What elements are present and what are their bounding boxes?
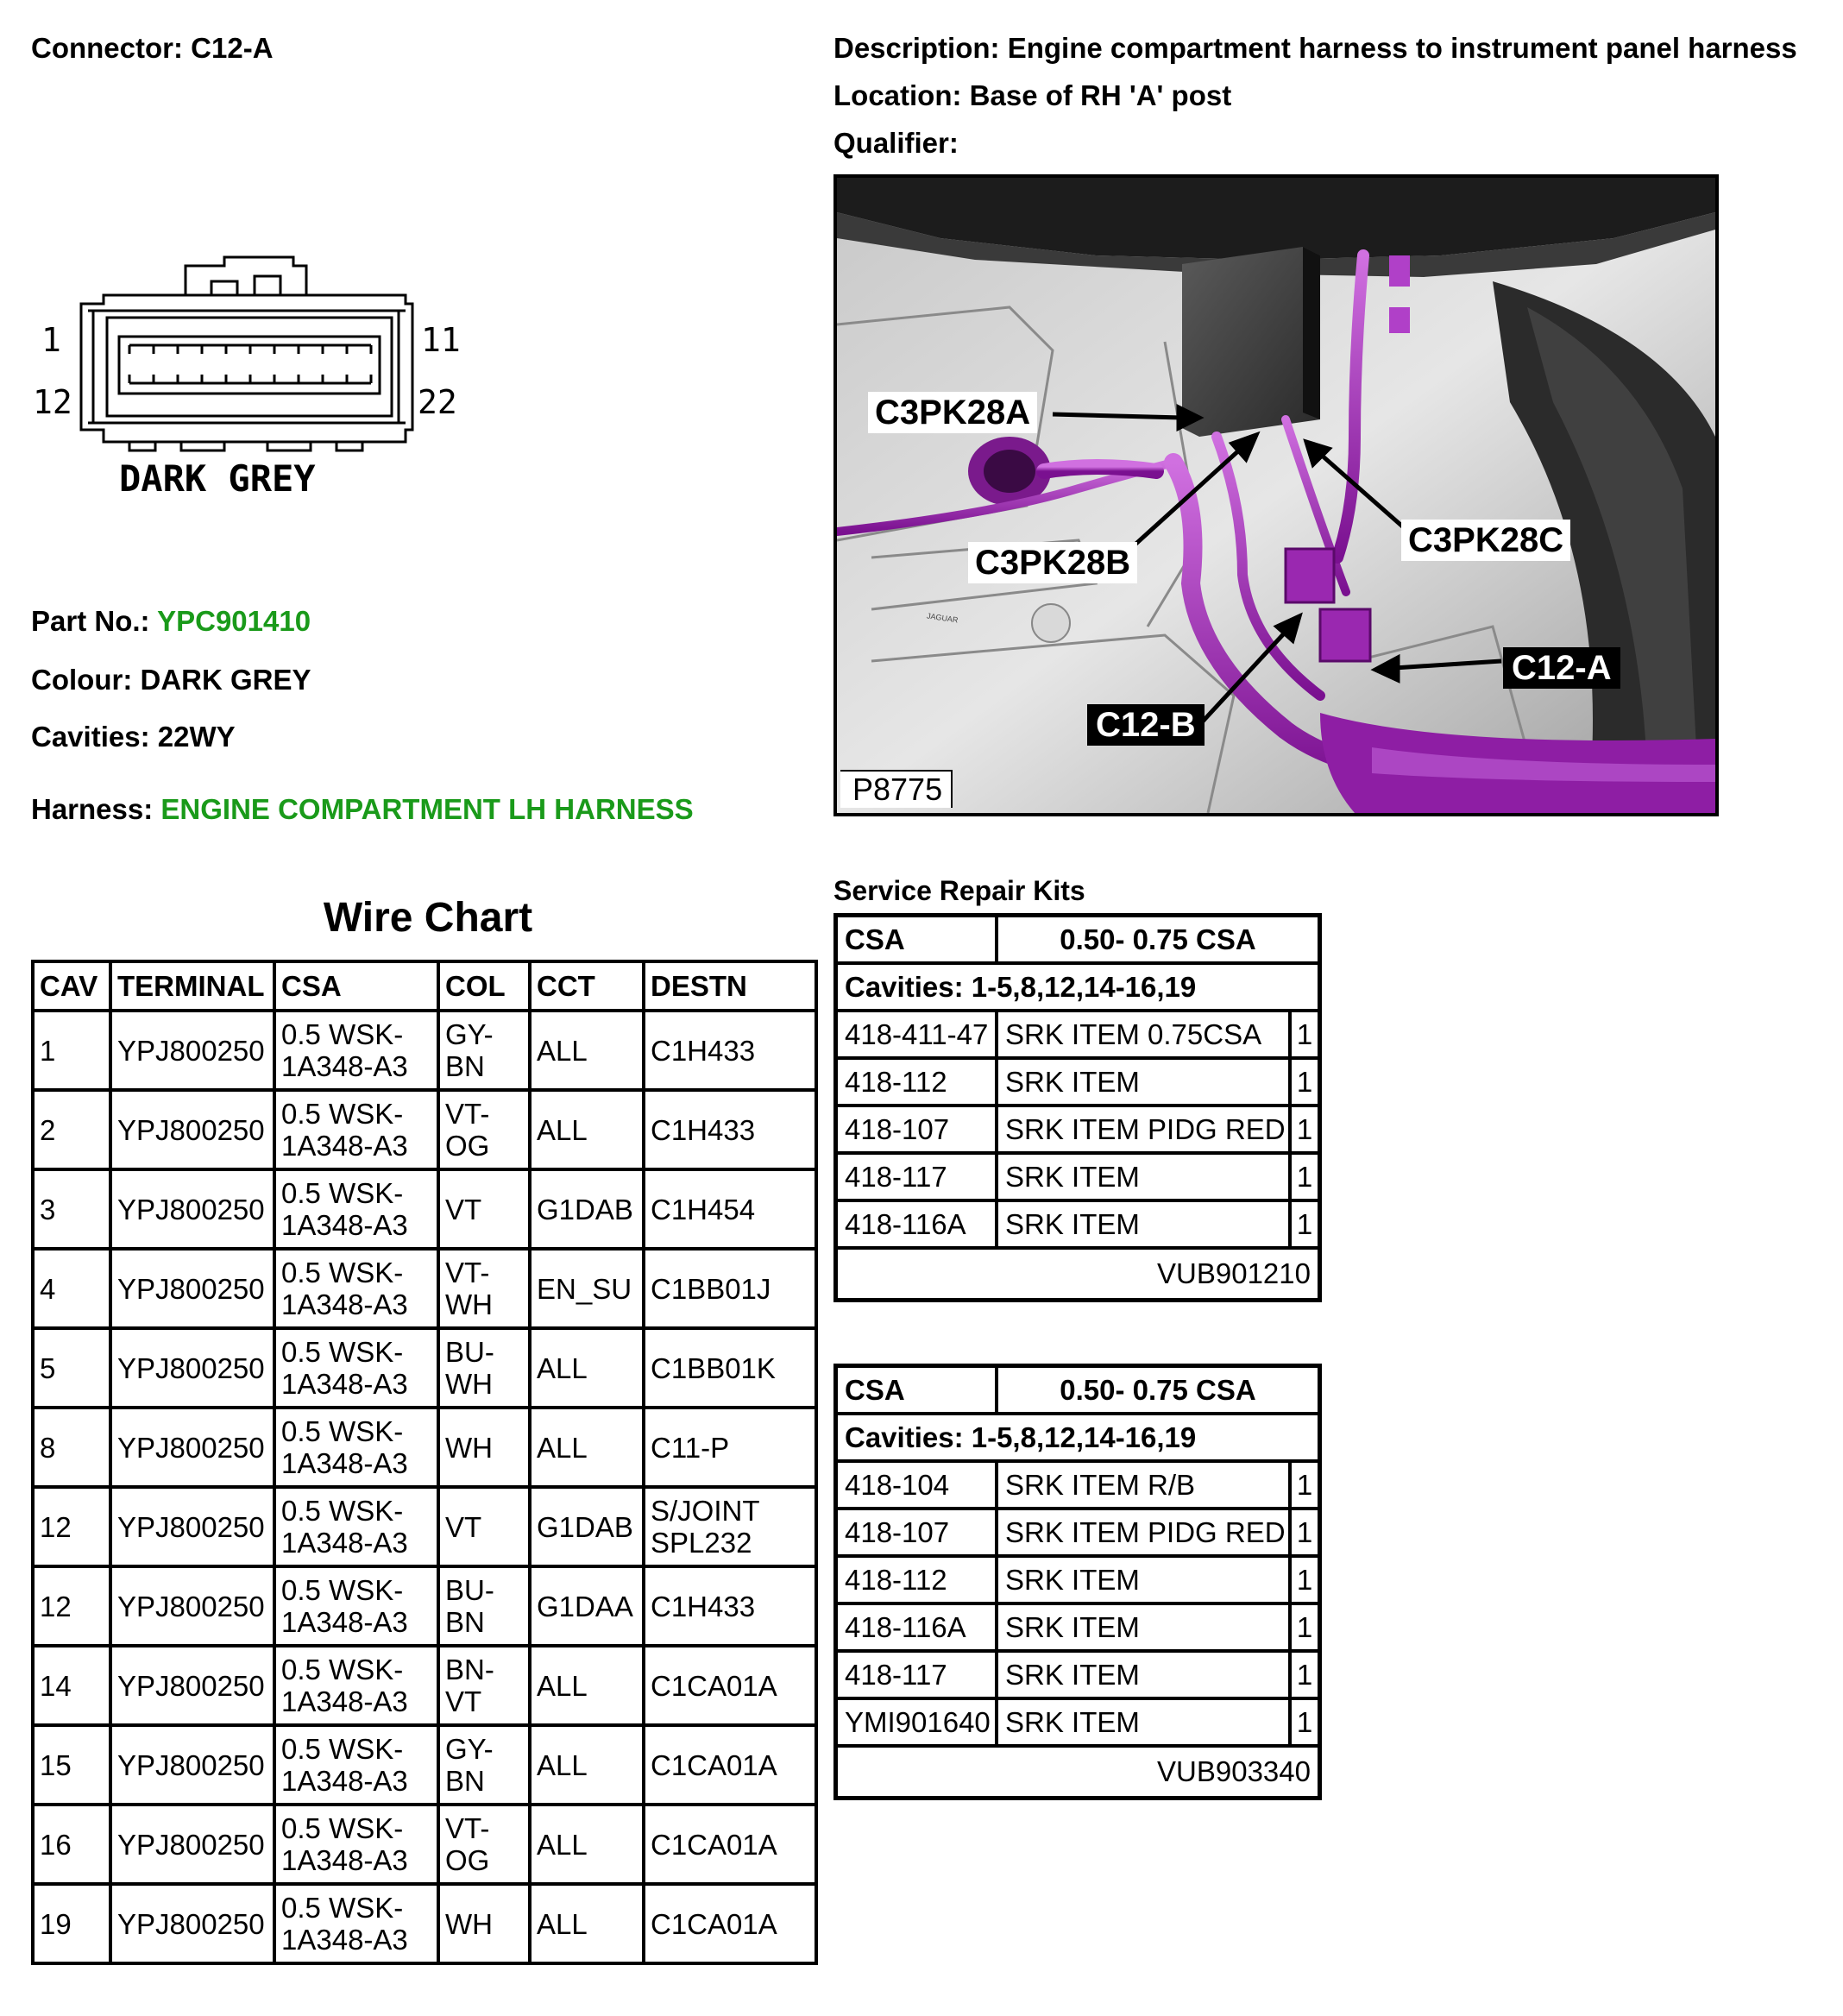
kit-item-row — [838, 1653, 1318, 1700]
pin-row-bottom — [129, 375, 371, 383]
cav-cell-text: 1 — [40, 1034, 56, 1067]
connector-line — [31, 31, 274, 66]
cct-cell-text: ALL — [537, 1431, 588, 1464]
terminal-cell-text: YPJ800250 — [117, 1748, 265, 1781]
col-cell-text: VT- — [445, 1257, 490, 1288]
col-cell — [440, 1806, 532, 1886]
cct-cell-text: ALL — [537, 1828, 588, 1861]
cavities-line — [31, 720, 236, 754]
cct-cell-text: EN_SU — [537, 1272, 632, 1305]
cct-cell-text: ALL — [537, 1113, 588, 1146]
cct-cell — [532, 1647, 645, 1727]
col-cell-text: OG — [445, 1130, 490, 1162]
location-photo — [833, 174, 1719, 816]
table-row — [35, 1012, 815, 1092]
cav-cell — [35, 1012, 112, 1092]
kit-item-part: 418-107 — [838, 1107, 998, 1151]
wire-chart-title: Wire Chart — [323, 895, 533, 941]
cct-cell — [532, 1806, 645, 1886]
cav-cell-text: 12 — [40, 1590, 72, 1622]
cct-cell-text: G1DAA — [537, 1590, 633, 1622]
destn-cell-text: S/JOINT — [651, 1495, 760, 1527]
kit-cavities-row — [838, 965, 1318, 1012]
destn-cell-text: C1CA01A — [651, 1669, 777, 1702]
kit-item-qty: 1 — [1296, 1065, 1313, 1098]
part-no-line — [31, 604, 311, 639]
col-cell-text: VT — [445, 1510, 482, 1543]
table-row — [35, 1251, 815, 1330]
table-row — [35, 1489, 815, 1568]
kit-item-qty: 1 — [1296, 1468, 1313, 1501]
col-cell — [440, 1330, 532, 1409]
cav-cell-text: 5 — [40, 1351, 56, 1384]
terminal-cell-text: YPJ800250 — [117, 1034, 265, 1067]
harness-label: Harness: — [31, 793, 154, 825]
kit-item-row — [838, 1558, 1318, 1605]
connector-colour-caption: DARK GREY — [119, 457, 316, 500]
terminal-cell — [112, 1647, 276, 1727]
cct-cell — [532, 1886, 645, 1962]
csa-cell-text: 1A348-A3 — [281, 1606, 408, 1638]
csa-cell-text: 1A348-A3 — [281, 1765, 408, 1797]
kit-item-desc: SRK ITEM R/B — [998, 1463, 1292, 1507]
kit-item-part: 418-411-47 — [838, 1012, 998, 1056]
cav-cell-text: 8 — [40, 1431, 56, 1464]
csa-cell — [276, 1647, 440, 1727]
photo-illustration — [837, 178, 1715, 813]
kit-item-desc: SRK ITEM — [998, 1202, 1292, 1246]
destn-cell-text: C1CA01A — [651, 1748, 777, 1781]
cav-cell — [35, 1568, 112, 1647]
kit-csa-value: 0.50- 0.75 CSA — [1060, 923, 1256, 955]
terminal-cell-text: YPJ800250 — [117, 1351, 265, 1384]
terminal-cell-text: YPJ800250 — [117, 1907, 265, 1940]
col-cell — [440, 1489, 532, 1568]
csa-cell-text: 1A348-A3 — [281, 1050, 408, 1082]
table-row — [35, 1886, 815, 1962]
terminal-cell-text: YPJ800250 — [117, 1113, 265, 1146]
table-row — [35, 1409, 815, 1489]
csa-cell-text: 0.5 WSK- — [281, 1574, 404, 1606]
kit-item-row — [838, 1463, 1318, 1510]
cav-cell-text: 14 — [40, 1669, 72, 1702]
kit-item-row — [838, 1155, 1318, 1202]
kit-item-qty: 1 — [1296, 1610, 1313, 1643]
col-cell-text: GY- — [445, 1018, 494, 1050]
cav-cell — [35, 1489, 112, 1568]
kit-item-row — [838, 1700, 1318, 1748]
terminal-cell-text: YPJ800250 — [117, 1590, 265, 1622]
col-cell-text: BN — [445, 1606, 485, 1638]
destn-cell-text: C1H454 — [651, 1193, 756, 1225]
col-cell-text: WH — [445, 1907, 493, 1940]
kit-item-desc: SRK ITEM PIDG RED — [998, 1107, 1292, 1151]
kit-item-part: 418-112 — [838, 1558, 998, 1602]
kit-item-desc: SRK ITEM — [998, 1155, 1292, 1199]
table-row — [35, 1092, 815, 1171]
terminal-cell — [112, 1806, 276, 1886]
csa-cell-text: 0.5 WSK- — [281, 1654, 404, 1685]
cavities-label: Cavities: — [31, 721, 150, 753]
cct-cell — [532, 1092, 645, 1171]
destn-cell — [645, 1251, 815, 1330]
kit-item-row — [838, 1202, 1318, 1250]
csa-cell — [276, 1171, 440, 1251]
kit-item-part: 418-112 — [838, 1060, 998, 1104]
terminal-cell-text: YPJ800250 — [117, 1431, 265, 1464]
terminal-cell — [112, 1489, 276, 1568]
cav-cell — [35, 1330, 112, 1409]
terminal-cell — [112, 1727, 276, 1806]
colour-value: DARK GREY — [140, 664, 311, 696]
col-cell — [440, 1409, 532, 1489]
cct-cell — [532, 1171, 645, 1251]
kit-csa-label: CSA — [838, 917, 998, 961]
qualifier-line — [833, 126, 959, 161]
table-row — [35, 1171, 815, 1251]
destn-cell — [645, 1012, 815, 1092]
pin-label-12: 12 — [33, 383, 72, 421]
kit-item-part: 418-116A — [838, 1605, 998, 1649]
csa-cell-text: 0.5 WSK- — [281, 1018, 404, 1050]
callout-c3pk28c: C3PK28C — [1401, 520, 1570, 561]
terminal-cell-text: YPJ800250 — [117, 1272, 265, 1305]
kit-item-part: 418-117 — [838, 1155, 998, 1199]
location-line — [833, 79, 1231, 113]
csa-cell — [276, 1568, 440, 1647]
wire-chart-table — [31, 960, 818, 1965]
destn-cell — [645, 1330, 815, 1409]
kit-item-desc: SRK ITEM — [998, 1060, 1292, 1104]
col-cell — [440, 1012, 532, 1092]
cav-cell — [35, 1171, 112, 1251]
kit-item-part: 418-117 — [838, 1653, 998, 1697]
csa-cell-text: 0.5 WSK- — [281, 1892, 404, 1924]
callout-c3pk28b: C3PK28B — [968, 542, 1137, 583]
harness-line — [31, 792, 694, 827]
destn-cell — [645, 1409, 815, 1489]
terminal-cell — [112, 1171, 276, 1251]
destn-cell-text: C1H433 — [651, 1590, 756, 1622]
destn-cell-text: C1CA01A — [651, 1828, 777, 1861]
header-cct: CCT — [532, 963, 645, 1012]
cct-cell — [532, 1568, 645, 1647]
cct-cell-text: ALL — [537, 1748, 588, 1781]
cct-cell — [532, 1727, 645, 1806]
pin-label-11: 11 — [421, 321, 461, 359]
cav-cell-text: 2 — [40, 1113, 56, 1146]
terminal-cell — [112, 1886, 276, 1962]
cav-cell-text: 15 — [40, 1748, 72, 1781]
kit-item-qty: 1 — [1296, 1017, 1313, 1050]
callout-c12-b: C12-B — [1087, 704, 1205, 746]
destn-cell — [645, 1806, 815, 1886]
table-row — [35, 1647, 815, 1727]
csa-cell-text: 0.5 WSK- — [281, 1257, 404, 1288]
col-cell-text: GY- — [445, 1733, 494, 1765]
destn-cell — [645, 1647, 815, 1727]
destn-cell-text: C1H433 — [651, 1034, 756, 1067]
csa-cell-text: 0.5 WSK- — [281, 1812, 404, 1844]
col-cell-text: VT — [445, 1685, 482, 1717]
csa-cell-text: 1A348-A3 — [281, 1844, 408, 1876]
kit-header-row — [838, 917, 1318, 965]
kit-item-qty: 1 — [1296, 1563, 1313, 1596]
destn-cell — [645, 1092, 815, 1171]
cav-cell-text: 4 — [40, 1272, 56, 1305]
terminal-cell — [112, 1012, 276, 1092]
kit-header-row — [838, 1368, 1318, 1415]
col-cell-text: VT- — [445, 1812, 490, 1844]
kit-item-qty: 1 — [1296, 1160, 1313, 1193]
kit-csa-value: 0.50- 0.75 CSA — [1060, 1373, 1256, 1406]
csa-cell — [276, 1012, 440, 1092]
csa-cell-text: 0.5 WSK- — [281, 1733, 404, 1765]
terminal-cell-text: YPJ800250 — [117, 1828, 265, 1861]
col-cell-text: BN — [445, 1765, 485, 1797]
destn-cell-text: C1BB01K — [651, 1351, 776, 1384]
col-cell — [440, 1251, 532, 1330]
terminal-cell — [112, 1409, 276, 1489]
csa-cell-text: 0.5 WSK- — [281, 1177, 404, 1209]
destn-cell-text: C1CA01A — [651, 1907, 777, 1940]
terminal-cell — [112, 1330, 276, 1409]
location-label: Location: — [833, 79, 962, 111]
kit-csa-label: CSA — [838, 1368, 998, 1412]
col-cell — [440, 1647, 532, 1727]
csa-cell — [276, 1330, 440, 1409]
destn-cell-text: C11-P — [651, 1431, 730, 1464]
kit-item-row — [838, 1012, 1318, 1060]
table-row — [35, 1727, 815, 1806]
col-cell — [440, 1886, 532, 1962]
kit-item-part: 418-104 — [838, 1463, 998, 1507]
cav-cell — [35, 1409, 112, 1489]
csa-cell-text: 1A348-A3 — [281, 1527, 408, 1559]
destn-cell — [645, 1886, 815, 1962]
terminal-cell — [112, 1092, 276, 1171]
destn-cell-text: C1H433 — [651, 1113, 756, 1146]
csa-cell-text: 1A348-A3 — [281, 1447, 408, 1479]
connector-label: Connector: — [31, 32, 183, 64]
cct-cell-text: ALL — [537, 1907, 588, 1940]
kit-item-part: 418-116A — [838, 1202, 998, 1246]
terminal-cell — [112, 1568, 276, 1647]
service-repair-kits-title: Service Repair Kits — [833, 875, 1085, 906]
kit-item-part: 418-107 — [838, 1510, 998, 1554]
kit-item-desc: SRK ITEM — [998, 1700, 1292, 1744]
destn-cell — [645, 1568, 815, 1647]
header-col: COL — [440, 963, 532, 1012]
csa-cell-text: 1A348-A3 — [281, 1209, 408, 1241]
csa-cell-text: 0.5 WSK- — [281, 1415, 404, 1447]
kit-number: VUB901210 — [1157, 1257, 1311, 1289]
wire-chart-body — [35, 1012, 815, 1962]
cav-cell-text: 19 — [40, 1907, 72, 1940]
kit-item-qty: 1 — [1296, 1207, 1313, 1240]
col-cell-text: WH — [445, 1288, 493, 1320]
col-cell-text: VT- — [445, 1098, 490, 1130]
cavities-value: 22WY — [157, 721, 236, 753]
cct-cell — [532, 1251, 645, 1330]
csa-cell — [276, 1886, 440, 1962]
terminal-cell-text: YPJ800250 — [117, 1669, 265, 1702]
col-cell — [440, 1568, 532, 1647]
cct-cell — [532, 1409, 645, 1489]
destn-cell — [645, 1727, 815, 1806]
repair-kit-table — [833, 913, 1322, 1302]
description-label: Description: — [833, 32, 1000, 64]
kit-item-qty: 1 — [1296, 1658, 1313, 1691]
csa-cell-text: 1A348-A3 — [281, 1130, 408, 1162]
col-cell — [440, 1171, 532, 1251]
col-cell-text: VT — [445, 1193, 482, 1225]
csa-cell — [276, 1409, 440, 1489]
csa-cell-text: 0.5 WSK- — [281, 1098, 404, 1130]
cct-cell-text: G1DAB — [537, 1193, 633, 1225]
csa-cell-text: 1A348-A3 — [281, 1685, 408, 1717]
jaguar-badge: JAGUAR — [926, 611, 959, 625]
csa-cell-text: 1A348-A3 — [281, 1924, 408, 1956]
header-terminal: TERMINAL — [112, 963, 276, 1012]
col-cell-text: BN — [445, 1050, 485, 1082]
cct-cell-text: ALL — [537, 1034, 588, 1067]
kit-item-qty: 1 — [1296, 1705, 1313, 1738]
cav-cell — [35, 1886, 112, 1962]
header-csa: CSA — [276, 963, 440, 1012]
kit-item-desc: SRK ITEM — [998, 1605, 1292, 1649]
cav-cell — [35, 1092, 112, 1171]
col-cell-text: BU- — [445, 1574, 494, 1606]
qualifier-label: Qualifier: — [833, 127, 959, 159]
cct-cell-text: G1DAB — [537, 1510, 633, 1543]
kit-cavities-row — [838, 1415, 1318, 1463]
col-cell-text: BN- — [445, 1654, 494, 1685]
csa-cell — [276, 1489, 440, 1568]
cav-cell — [35, 1727, 112, 1806]
part-no-value[interactable]: YPC901410 — [157, 605, 311, 637]
description-value: Engine compartment harness to instrument panel harness — [1007, 32, 1797, 64]
kit-item-desc: SRK ITEM PIDG RED — [998, 1510, 1292, 1554]
destn-cell-text: C1BB01J — [651, 1272, 771, 1305]
kit-item-row — [838, 1510, 1318, 1558]
destn-cell — [645, 1489, 815, 1568]
kit-item-desc: SRK ITEM 0.75CSA — [998, 1012, 1292, 1056]
terminal-cell-text: YPJ800250 — [117, 1510, 265, 1543]
col-cell — [440, 1092, 532, 1171]
kit-item-row — [838, 1060, 1318, 1107]
col-cell-text: BU- — [445, 1336, 494, 1368]
cav-cell-text: 12 — [40, 1510, 72, 1543]
cav-cell-text: 3 — [40, 1193, 56, 1225]
repair-kit-table — [833, 1364, 1322, 1800]
pin-label-1: 1 — [41, 321, 61, 359]
csa-cell — [276, 1806, 440, 1886]
location-value: Base of RH 'A' post — [969, 79, 1232, 111]
kit-cavities: Cavities: 1-5,8,12,14-16,19 — [845, 970, 1197, 1003]
kit-item-qty: 1 — [1296, 1112, 1313, 1145]
cct-cell — [532, 1012, 645, 1092]
kit-item-desc: SRK ITEM — [998, 1653, 1292, 1697]
wire-chart-header-row — [35, 963, 815, 1012]
callout-c3pk28a: C3PK28A — [868, 392, 1037, 433]
cav-cell-text: 16 — [40, 1828, 72, 1861]
header-destn: DESTN — [645, 963, 815, 1012]
cct-cell-text: ALL — [537, 1351, 588, 1384]
connector-value: C12-A — [191, 32, 274, 64]
csa-cell-text: 0.5 WSK- — [281, 1336, 404, 1368]
col-cell — [440, 1727, 532, 1806]
kit-item-qty: 1 — [1296, 1515, 1313, 1548]
terminal-cell-text: YPJ800250 — [117, 1193, 265, 1225]
kit-item-row — [838, 1605, 1318, 1653]
callout-c12-a: C12-A — [1503, 647, 1620, 689]
csa-cell — [276, 1092, 440, 1171]
pin-label-22: 22 — [418, 383, 457, 421]
col-cell-text: OG — [445, 1844, 490, 1876]
col-cell-text: WH — [445, 1368, 493, 1400]
colour-line — [31, 663, 311, 697]
part-no-label: Part No.: — [31, 605, 150, 637]
figure-id: P8775 — [840, 770, 953, 808]
pin-row-top — [129, 345, 371, 354]
table-row — [35, 1806, 815, 1886]
terminal-cell — [112, 1251, 276, 1330]
csa-cell-text: 0.5 WSK- — [281, 1495, 404, 1527]
cav-cell — [35, 1647, 112, 1727]
destn-cell-text: SPL232 — [651, 1527, 752, 1559]
csa-cell — [276, 1251, 440, 1330]
cct-cell — [532, 1330, 645, 1409]
col-cell-text: WH — [445, 1431, 493, 1464]
cct-cell — [532, 1489, 645, 1568]
kit-item-row — [838, 1107, 1318, 1155]
csa-cell-text: 1A348-A3 — [281, 1288, 408, 1320]
description-line — [833, 31, 1797, 66]
cav-cell — [35, 1806, 112, 1886]
kit-cavities: Cavities: 1-5,8,12,14-16,19 — [845, 1421, 1197, 1453]
cct-cell-text: ALL — [537, 1669, 588, 1702]
kit-item-part: YMI901640 — [838, 1700, 998, 1744]
csa-cell-text: 1A348-A3 — [281, 1368, 408, 1400]
table-row — [35, 1568, 815, 1647]
colour-label: Colour: — [31, 664, 133, 696]
cav-cell — [35, 1251, 112, 1330]
csa-cell — [276, 1727, 440, 1806]
kit-item-desc: SRK ITEM — [998, 1558, 1292, 1602]
harness-value[interactable]: ENGINE COMPARTMENT LH HARNESS — [160, 793, 694, 825]
destn-cell — [645, 1171, 815, 1251]
header-cav: CAV — [35, 963, 112, 1012]
kit-number: VUB903340 — [1157, 1755, 1311, 1787]
table-row — [35, 1330, 815, 1409]
